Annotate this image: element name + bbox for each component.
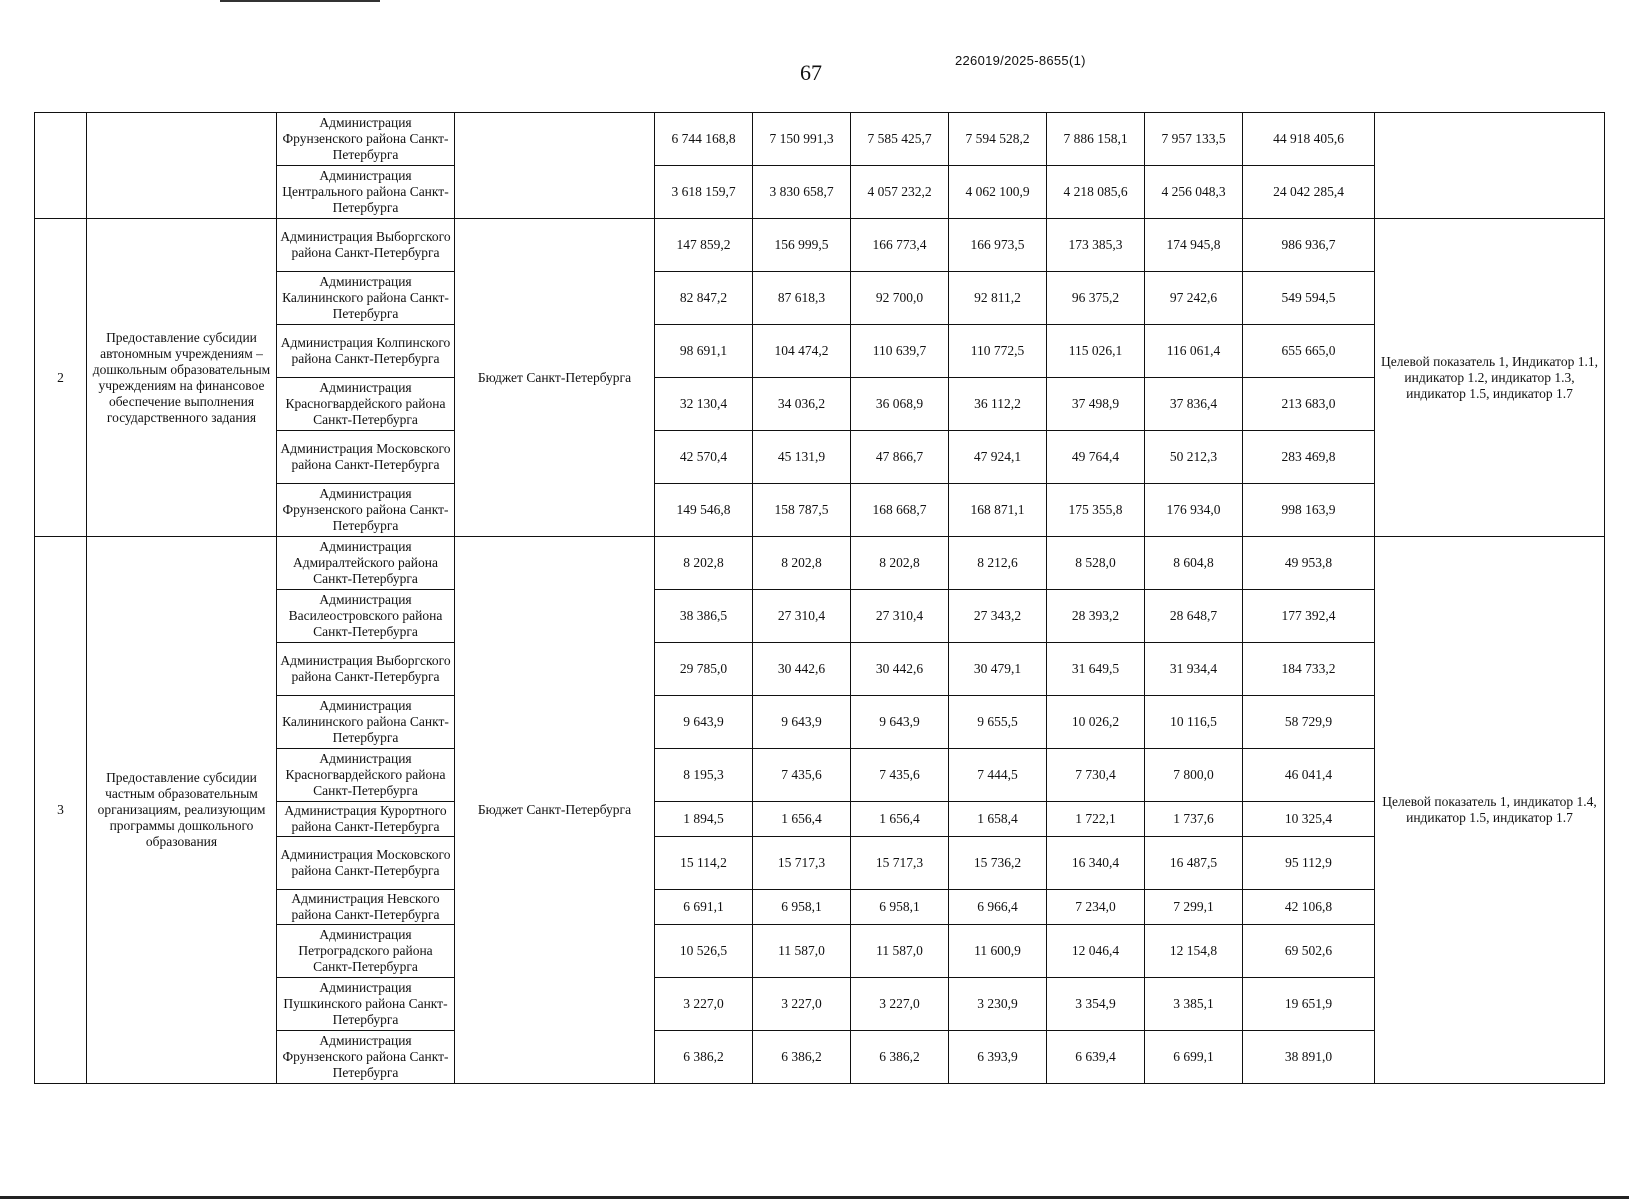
year-value-cell: 4 062 100,9 (949, 166, 1047, 219)
year-value-cell: 98 691,1 (655, 325, 753, 378)
year-value-cell: 12 046,4 (1047, 925, 1145, 978)
year-value-cell: 1 737,6 (1145, 802, 1243, 837)
year-value-cell: 8 212,6 (949, 537, 1047, 590)
year-value-cell: 92 811,2 (949, 272, 1047, 325)
year-value-cell: 37 498,9 (1047, 378, 1145, 431)
year-value-cell: 3 230,9 (949, 978, 1047, 1031)
year-value-cell: 6 966,4 (949, 890, 1047, 925)
department-cell: Администрация Фрунзенского района Санкт-Петербурга (277, 1031, 455, 1084)
year-value-cell: 115 026,1 (1047, 325, 1145, 378)
year-value-cell: 7 957 133,5 (1145, 113, 1243, 166)
department-cell: Администрация Центрального района Санкт-Петербурга (277, 166, 455, 219)
total-value-cell: 49 953,8 (1243, 537, 1375, 590)
year-value-cell: 166 773,4 (851, 219, 949, 272)
year-value-cell: 11 587,0 (753, 925, 851, 978)
year-value-cell: 6 393,9 (949, 1031, 1047, 1084)
department-cell: Администрация Выборгского района Санкт-Петербурга (277, 219, 455, 272)
year-value-cell: 30 442,6 (851, 643, 949, 696)
year-value-cell: 42 570,4 (655, 431, 753, 484)
department-cell: Администрация Калининского района Санкт-Петербурга (277, 696, 455, 749)
total-value-cell: 69 502,6 (1243, 925, 1375, 978)
year-value-cell: 96 375,2 (1047, 272, 1145, 325)
year-value-cell: 10 116,5 (1145, 696, 1243, 749)
year-value-cell: 82 847,2 (655, 272, 753, 325)
year-value-cell: 11 587,0 (851, 925, 949, 978)
year-value-cell: 4 256 048,3 (1145, 166, 1243, 219)
year-value-cell: 47 924,1 (949, 431, 1047, 484)
department-cell: Администрация Невского района Санкт-Петербурга (277, 890, 455, 925)
year-value-cell: 168 668,7 (851, 484, 949, 537)
funding-source-cell: Бюджет Санкт-Петербурга (455, 219, 655, 537)
year-value-cell: 7 594 528,2 (949, 113, 1047, 166)
year-value-cell: 110 639,7 (851, 325, 949, 378)
year-value-cell: 7 585 425,7 (851, 113, 949, 166)
indicators-cell: Целевой показатель 1, Индикатор 1.1, индикатор 1.2, индикатор 1.3, индикатор 1.5, индикатор 1.7 (1375, 219, 1605, 537)
year-value-cell: 1 722,1 (1047, 802, 1145, 837)
year-value-cell: 8 202,8 (753, 537, 851, 590)
year-value-cell: 50 212,3 (1145, 431, 1243, 484)
year-value-cell: 156 999,5 (753, 219, 851, 272)
year-value-cell: 27 310,4 (753, 590, 851, 643)
department-cell: Администрация Адмиралтейского района Санкт-Петербурга (277, 537, 455, 590)
year-value-cell: 29 785,0 (655, 643, 753, 696)
year-value-cell: 92 700,0 (851, 272, 949, 325)
year-value-cell: 7 234,0 (1047, 890, 1145, 925)
scan-artifact-top (220, 0, 380, 2)
total-value-cell: 213 683,0 (1243, 378, 1375, 431)
year-value-cell: 87 618,3 (753, 272, 851, 325)
year-value-cell: 9 643,9 (655, 696, 753, 749)
total-value-cell: 184 733,2 (1243, 643, 1375, 696)
total-value-cell: 19 651,9 (1243, 978, 1375, 1031)
year-value-cell: 6 699,1 (1145, 1031, 1243, 1084)
year-value-cell: 47 866,7 (851, 431, 949, 484)
total-value-cell: 177 392,4 (1243, 590, 1375, 643)
total-value-cell: 58 729,9 (1243, 696, 1375, 749)
year-value-cell: 15 717,3 (753, 837, 851, 890)
department-cell: Администрация Красногвардейского района Санкт-Петербурга (277, 378, 455, 431)
year-value-cell: 8 528,0 (1047, 537, 1145, 590)
year-value-cell: 3 227,0 (753, 978, 851, 1031)
total-value-cell: 986 936,7 (1243, 219, 1375, 272)
department-cell: Администрация Фрунзенского района Санкт-Петербурга (277, 113, 455, 166)
year-value-cell: 1 658,4 (949, 802, 1047, 837)
total-value-cell: 283 469,8 (1243, 431, 1375, 484)
year-value-cell: 16 340,4 (1047, 837, 1145, 890)
year-value-cell: 116 061,4 (1145, 325, 1243, 378)
department-cell: Администрация Петроградского района Санкт-Петербурга (277, 925, 455, 978)
year-value-cell: 97 242,6 (1145, 272, 1243, 325)
year-value-cell: 9 643,9 (753, 696, 851, 749)
year-value-cell: 6 639,4 (1047, 1031, 1145, 1084)
year-value-cell: 174 945,8 (1145, 219, 1243, 272)
year-value-cell: 3 227,0 (851, 978, 949, 1031)
year-value-cell: 36 112,2 (949, 378, 1047, 431)
year-value-cell: 176 934,0 (1145, 484, 1243, 537)
year-value-cell: 3 354,9 (1047, 978, 1145, 1031)
table-body (35, 113, 1605, 1084)
year-value-cell: 27 343,2 (949, 590, 1047, 643)
year-value-cell: 168 871,1 (949, 484, 1047, 537)
department-cell: Администрация Калининского района Санкт-Петербурга (277, 272, 455, 325)
total-value-cell: 95 112,9 (1243, 837, 1375, 890)
year-value-cell: 6 386,2 (753, 1031, 851, 1084)
year-value-cell: 6 744 168,8 (655, 113, 753, 166)
total-value-cell: 24 042 285,4 (1243, 166, 1375, 219)
page-number: 67 (800, 60, 822, 85)
year-value-cell: 10 526,5 (655, 925, 753, 978)
total-value-cell: 38 891,0 (1243, 1031, 1375, 1084)
year-value-cell: 7 730,4 (1047, 749, 1145, 802)
year-value-cell: 49 764,4 (1047, 431, 1145, 484)
year-value-cell: 8 195,3 (655, 749, 753, 802)
funding-source-cell: Бюджет Санкт-Петербурга (455, 537, 655, 1084)
measure-name-cell: Предоставление субсидии частным образовательным организациям, реализующим программы дошкольного образования (87, 537, 277, 1084)
year-value-cell: 175 355,8 (1047, 484, 1145, 537)
year-value-cell: 158 787,5 (753, 484, 851, 537)
total-value-cell: 42 106,8 (1243, 890, 1375, 925)
indicators-cell: Целевой показатель 1, индикатор 1.4, индикатор 1.5, индикатор 1.7 (1375, 537, 1605, 1084)
year-value-cell: 8 202,8 (655, 537, 753, 590)
year-value-cell: 31 649,5 (1047, 643, 1145, 696)
year-value-cell: 1 656,4 (851, 802, 949, 837)
department-cell: Администрация Пушкинского района Санкт-Петербурга (277, 978, 455, 1031)
year-value-cell: 36 068,9 (851, 378, 949, 431)
budget-table (34, 112, 1605, 1084)
year-value-cell: 31 934,4 (1145, 643, 1243, 696)
row-number-cell (35, 113, 87, 219)
total-value-cell: 10 325,4 (1243, 802, 1375, 837)
table-row (35, 537, 1605, 590)
row-number-cell: 3 (35, 537, 87, 1084)
year-value-cell: 11 600,9 (949, 925, 1047, 978)
year-value-cell: 28 393,2 (1047, 590, 1145, 643)
year-value-cell: 15 717,3 (851, 837, 949, 890)
year-value-cell: 1 894,5 (655, 802, 753, 837)
row-number-cell: 2 (35, 219, 87, 537)
department-cell: Администрация Красногвардейского района Санкт-Петербурга (277, 749, 455, 802)
year-value-cell: 7 800,0 (1145, 749, 1243, 802)
year-value-cell: 7 435,6 (753, 749, 851, 802)
year-value-cell: 37 836,4 (1145, 378, 1243, 431)
year-value-cell: 7 150 991,3 (753, 113, 851, 166)
measure-name-cell (87, 113, 277, 219)
year-value-cell: 8 202,8 (851, 537, 949, 590)
year-value-cell: 10 026,2 (1047, 696, 1145, 749)
year-value-cell: 6 691,1 (655, 890, 753, 925)
year-value-cell: 3 227,0 (655, 978, 753, 1031)
indicators-cell (1375, 113, 1605, 219)
year-value-cell: 7 299,1 (1145, 890, 1243, 925)
year-value-cell: 110 772,5 (949, 325, 1047, 378)
year-value-cell: 9 655,5 (949, 696, 1047, 749)
year-value-cell: 3 830 658,7 (753, 166, 851, 219)
year-value-cell: 6 958,1 (851, 890, 949, 925)
total-value-cell: 998 163,9 (1243, 484, 1375, 537)
department-cell: Администрация Курортного района Санкт-Петербурга (277, 802, 455, 837)
total-value-cell: 44 918 405,6 (1243, 113, 1375, 166)
year-value-cell: 7 886 158,1 (1047, 113, 1145, 166)
year-value-cell: 15 114,2 (655, 837, 753, 890)
year-value-cell: 30 479,1 (949, 643, 1047, 696)
year-value-cell: 34 036,2 (753, 378, 851, 431)
year-value-cell: 104 474,2 (753, 325, 851, 378)
year-value-cell: 4 218 085,6 (1047, 166, 1145, 219)
department-cell: Администрация Василеостровского района Санкт-Петербурга (277, 590, 455, 643)
year-value-cell: 173 385,3 (1047, 219, 1145, 272)
total-value-cell: 549 594,5 (1243, 272, 1375, 325)
year-value-cell: 32 130,4 (655, 378, 753, 431)
department-cell: Администрация Выборгского района Санкт-Петербурга (277, 643, 455, 696)
document-id: 226019/2025-8655(1) (955, 53, 1086, 68)
total-value-cell: 655 665,0 (1243, 325, 1375, 378)
year-value-cell: 6 958,1 (753, 890, 851, 925)
year-value-cell: 12 154,8 (1145, 925, 1243, 978)
table-row (35, 113, 1605, 166)
year-value-cell: 16 487,5 (1145, 837, 1243, 890)
measure-name-cell: Предоставление субсидии автономным учреждениям – дошкольным образовательным учреждениям на финансовое обеспечение выполнения государственного задания (87, 219, 277, 537)
year-value-cell: 15 736,2 (949, 837, 1047, 890)
department-cell: Администрация Московского района Санкт-Петербурга (277, 431, 455, 484)
year-value-cell: 1 656,4 (753, 802, 851, 837)
department-cell: Администрация Колпинского района Санкт-Петербурга (277, 325, 455, 378)
year-value-cell: 6 386,2 (851, 1031, 949, 1084)
year-value-cell: 7 435,6 (851, 749, 949, 802)
year-value-cell: 147 859,2 (655, 219, 753, 272)
table-row (35, 219, 1605, 272)
department-cell: Администрация Фрунзенского района Санкт-Петербурга (277, 484, 455, 537)
year-value-cell: 27 310,4 (851, 590, 949, 643)
department-cell: Администрация Московского района Санкт-Петербурга (277, 837, 455, 890)
year-value-cell: 166 973,5 (949, 219, 1047, 272)
year-value-cell: 6 386,2 (655, 1031, 753, 1084)
scan-artifact-bottom (0, 1196, 1629, 1199)
year-value-cell: 3 385,1 (1145, 978, 1243, 1031)
year-value-cell: 3 618 159,7 (655, 166, 753, 219)
year-value-cell: 8 604,8 (1145, 537, 1243, 590)
year-value-cell: 28 648,7 (1145, 590, 1243, 643)
year-value-cell: 45 131,9 (753, 431, 851, 484)
funding-source-cell (455, 113, 655, 219)
year-value-cell: 149 546,8 (655, 484, 753, 537)
total-value-cell: 46 041,4 (1243, 749, 1375, 802)
year-value-cell: 9 643,9 (851, 696, 949, 749)
year-value-cell: 7 444,5 (949, 749, 1047, 802)
year-value-cell: 30 442,6 (753, 643, 851, 696)
year-value-cell: 4 057 232,2 (851, 166, 949, 219)
year-value-cell: 38 386,5 (655, 590, 753, 643)
